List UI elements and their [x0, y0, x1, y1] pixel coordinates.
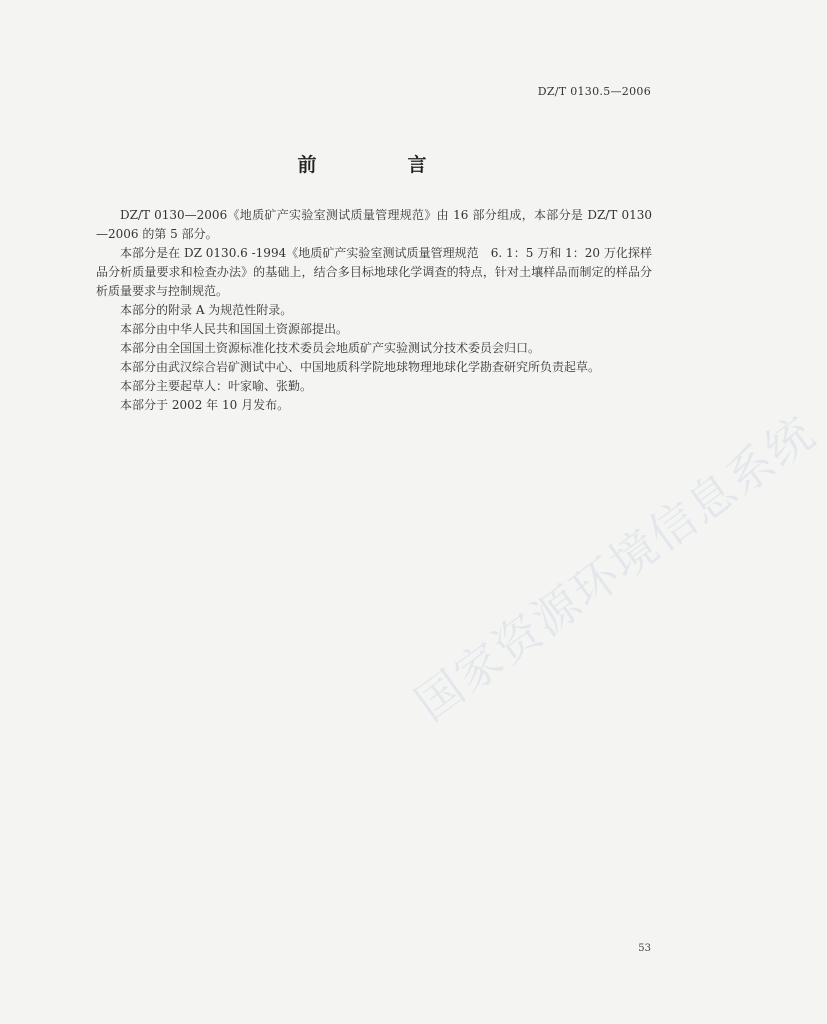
paragraph: 本部分由武汉综合岩矿测试中心、中国地质科学院地球物理地球化学勘查研究所负责起草。 — [120, 360, 601, 374]
paragraph: DZ/T 0130—2006《地质矿产实验室测试质量管理规范》由 16 部分组成，本部分是 DZ/T 0130—2006 的第 5 部分。 — [96, 208, 652, 241]
foreword-body — [96, 206, 652, 415]
paragraph: 本部分于 2002 年 10 月发布。 — [120, 398, 290, 412]
paragraph: 本部分由中华人民共和国国土资源部提出。 — [120, 322, 349, 336]
page-number: 53 — [638, 943, 651, 954]
page-title: 前 言 — [297, 154, 463, 176]
document-code: DZ/T 0130.5—2006 — [537, 85, 651, 98]
paragraph: 本部分主要起草人：叶家喻、张勤。 — [120, 379, 313, 393]
paragraph: 本部分的附录 A 为规范性附录。 — [120, 303, 293, 317]
paragraph: 本部分由全国国土资源标准化技术委员会地质矿产实验测试分技术委员会归口。 — [120, 341, 541, 355]
paragraph: 本部分是在 DZ 0130.6 -1994《地质矿产实验室测试质量管理规范 6. 1：5 万和 1：20 万化探样品分析质量要求和检查办法》的基础上，结合多目标地球化学调查的特点，针对土壤样品而制定的样品分析质量要求与控制规范。 — [96, 246, 652, 298]
watermark: 国家资源环境信息系统 — [405, 405, 826, 731]
